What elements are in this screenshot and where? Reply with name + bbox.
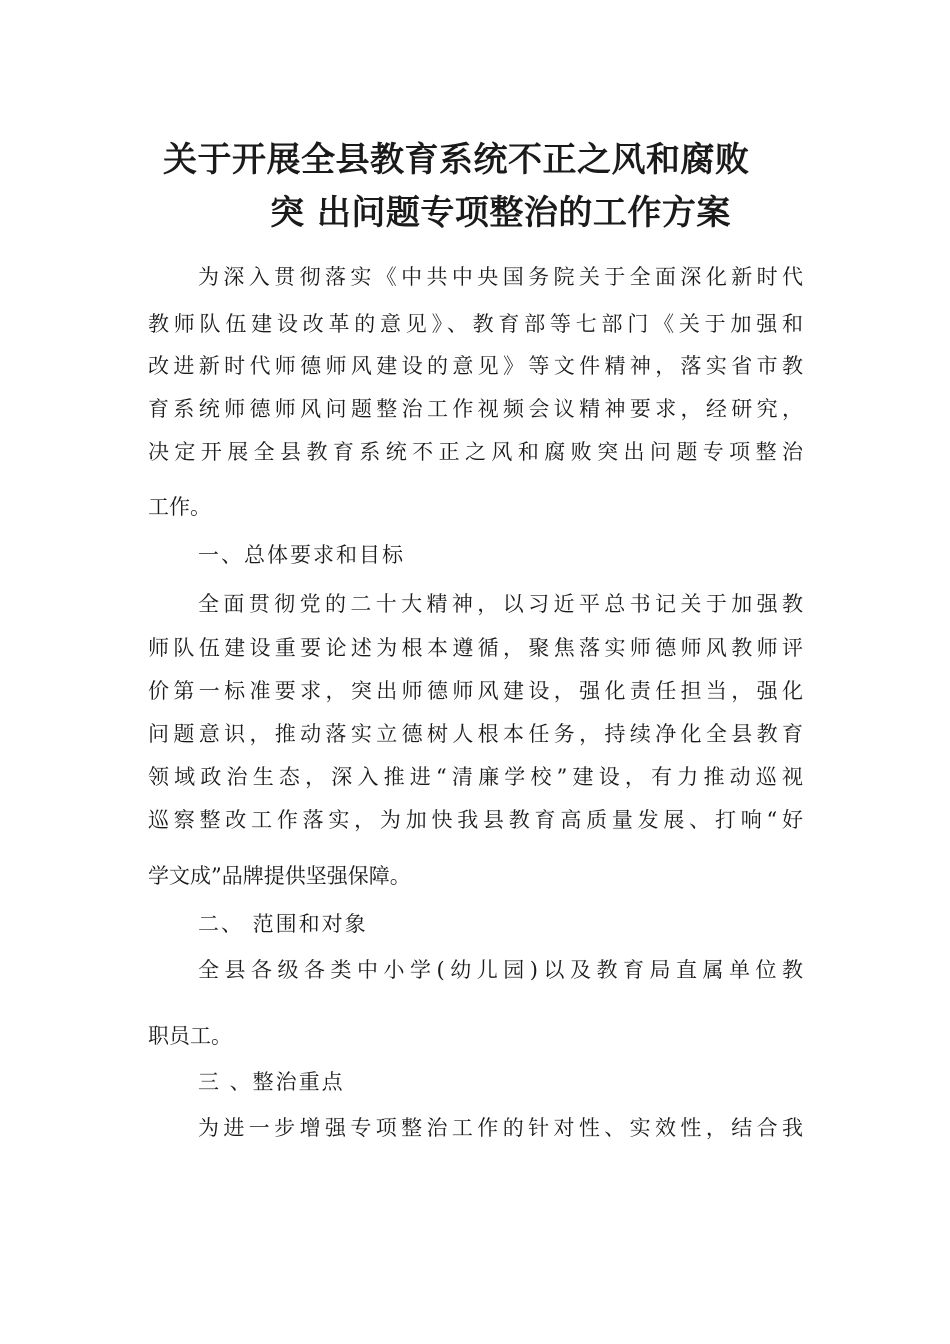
section-heading-3: 三 、整治重点 [198,1070,345,1094]
document-title-line-2: 突 出问题专项整治的工作方案 [270,193,731,233]
intro-line: 改进新时代师德师风建设的意见》等文件精神，落实省市教 [148,354,803,378]
intro-line: 教师队伍建设改革的意见》、教育部等七部门《关于加强和 [148,312,803,336]
section1-line: 问题意识，推动落实立德树人根本任务，持续净化全县教育 [148,722,803,746]
section1-line: 领域政治生态，深入推进“清廉学校”建设，有力推动巡视 [148,765,803,789]
section1-line: 师队伍建设重要论述为根本遵循，聚焦落实师德师风教师评 [148,636,803,660]
intro-line: 育系统师德师风问题整治工作视频会议精神要求，经研究， [148,397,803,421]
intro-line: 决定开展全县教育系统不正之风和腐败突出问题专项整治 [148,440,803,464]
section1-line: 价第一标准要求，突出师德师风建设，强化责任担当，强化 [148,679,803,703]
section-heading-1: 一、总体要求和目标 [198,543,405,567]
section1-line: 巡察整改工作落实，为加快我县教育高质量发展、打响“好 [148,808,803,832]
intro-line: 为深入贯彻落实《中共中央国务院关于全面深化新时代 [198,265,803,289]
document-title-line-1: 关于开展全县教育系统不正之风和腐败 [163,140,750,180]
section2-line: 职员工。 [148,1024,232,1048]
section2-line: 全县各级各类中小学(幼儿园)以及教育局直属单位教 [198,958,803,982]
section1-line: 学文成”品牌提供坚强保障。 [148,864,411,888]
section1-line: 全面贯彻党的二十大精神，以习近平总书记关于加强教 [198,592,803,616]
section3-line: 为进一步增强专项整治工作的针对性、实效性，结合我 [198,1116,803,1140]
section-heading-2: 二、 范围和对象 [198,912,368,936]
intro-line: 工作。 [148,495,211,519]
